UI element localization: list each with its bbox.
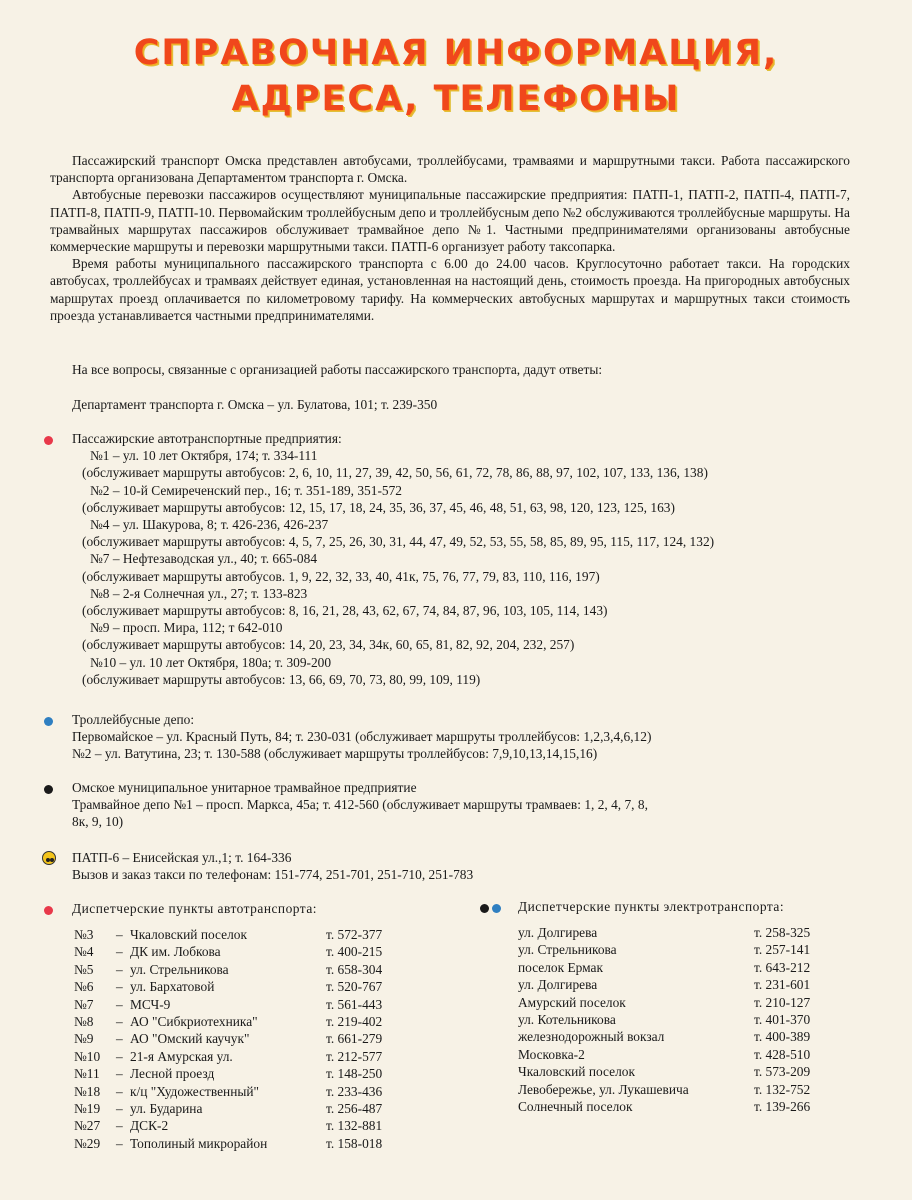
- patp-7-routes: (обслуживает маршруты автобусов. 1, 9, 22, 32, 33, 40, 41к, 75, 76, 77, 79, 83, 110, 116, 197): [82, 568, 600, 584]
- electro-dispatch-row: [518, 1098, 810, 1115]
- dispatch-phone: т. 520-767: [326, 979, 383, 995]
- dispatch-location: ул. Бударина: [130, 1101, 203, 1117]
- auto-dispatch-header: Диспетчерские пункты автотранспорта:: [72, 901, 317, 916]
- auto-dispatch-table: [74, 926, 382, 1152]
- dispatch-dash: –: [116, 979, 123, 995]
- intro-paragraph-3: Время работы муниципального пассажирского транспорта с 6.00 до 24.00 часов. Круглосуточно работает такси. На городских автобусах, троллейбусах и трамваях действует единая, установленная на настоящий день, стоимость проезда. На пригородных автобусных маршрутах проезд оплачивается по километровому тарифу. На коммерческих автобусных маршрутах и маршрутных такси стоимость проезда устанавливается частными предпринимателями.: [50, 256, 850, 323]
- dispatch-dash: –: [116, 1118, 123, 1134]
- dispatch-dash: –: [116, 1066, 123, 1082]
- dispatch-dash: –: [116, 927, 123, 942]
- auto-dispatch-row: [74, 1030, 382, 1047]
- dispatch-phone: т. 561-443: [326, 996, 383, 1012]
- electro-dispatch-row: [518, 1011, 810, 1028]
- electro-dispatch-row: [518, 1081, 810, 1098]
- intro-text: [50, 152, 850, 324]
- tram-depot-line-2: 8к, 9, 10): [72, 814, 124, 830]
- department-line: Департамент транспорта г. Омска – ул. Булатова, 101; т. 239-350: [72, 397, 438, 412]
- dispatch-phone: т. 148-250: [326, 1066, 383, 1082]
- electro-dispatch-row: [518, 941, 810, 958]
- page-title-line-1: СПРАВОЧНАЯ ИНФОРМАЦИЯ,: [133, 33, 779, 73]
- patp-10-address: №10 – ул. 10 лет Октября, 180а; т. 309-200: [90, 654, 332, 670]
- electro-dispatch-row: [518, 959, 810, 976]
- dispatch-location: Лесной проезд: [130, 1066, 215, 1082]
- auto-dispatch-row: [74, 1013, 382, 1030]
- dispatch-location: АО "Омский каучук": [130, 1031, 250, 1047]
- dispatch-dash: –: [116, 996, 123, 1012]
- dispatch-number: №5: [74, 961, 94, 977]
- patp-header: Пассажирские автотранспортные предприятия:: [72, 431, 342, 446]
- dispatch-number: №27: [74, 1118, 101, 1134]
- dispatch-phone: т. 219-402: [326, 1014, 383, 1030]
- electro-dispatch-header: Диспетчерские пункты электротранспорта:: [518, 899, 785, 914]
- tram-depot-line-1: Трамвайное депо №1 – просп. Маркса, 45а; т. 412-560 (обслуживает маршруты трамваев: 1, 2, 4, 7, 8,: [72, 797, 648, 813]
- dispatch-phone: т. 210-127: [754, 994, 811, 1010]
- page-title: [0, 30, 912, 122]
- dispatch-location: Солнечный поселок: [518, 1099, 633, 1115]
- dispatch-location: ДСК-2: [130, 1118, 169, 1134]
- dispatch-phone: т. 400-215: [326, 944, 383, 960]
- patp-8-address: №8 – 2-я Солнечная ул., 27; т. 133-823: [90, 585, 308, 601]
- electro-dispatch-row: [518, 1028, 810, 1045]
- dispatch-number: №18: [74, 1083, 101, 1099]
- patp-9-address: №9 – просп. Мира, 112; т 642-010: [90, 620, 283, 636]
- patp-4-routes: (обслуживает маршруты автобусов: 4, 5, 7, 25, 26, 30, 31, 44, 47, 49, 52, 53, 55, 58, 85, 89, 95, 115, 117, 124, 132): [82, 534, 715, 550]
- electro-dispatch-row: [518, 1046, 810, 1063]
- dispatch-dash: –: [116, 1031, 123, 1047]
- black-bullet-icon: [480, 904, 489, 913]
- dispatch-location: Левобережье, ул. Лукашевича: [518, 1081, 689, 1097]
- auto-dispatch-row: [74, 1065, 382, 1082]
- patp-9-routes: (обслуживает маршруты автобусов: 14, 20, 23, 34, 34к, 60, 65, 81, 82, 92, 204, 232, 257): [82, 637, 575, 653]
- red-bullet-icon: [44, 436, 53, 445]
- dispatch-location: ул. Долгирева: [518, 925, 598, 940]
- dispatch-phone: т. 428-510: [754, 1046, 811, 1062]
- dispatch-number: №19: [74, 1101, 101, 1117]
- dispatch-number: №3: [74, 927, 94, 942]
- dispatch-location: ДК им. Лобкова: [130, 944, 221, 960]
- dispatch-location: Московка-2: [518, 1046, 585, 1062]
- dispatch-location: АО "Сибкриотехника": [130, 1014, 258, 1030]
- dispatch-phone: т. 658-304: [326, 961, 383, 977]
- electro-dispatch-row: [518, 1063, 810, 1080]
- trolley-header: Троллейбусные депо:: [72, 712, 195, 727]
- dispatch-location: Тополиный микрорайон: [130, 1135, 268, 1151]
- dispatch-location: ул. Стрельникова: [518, 942, 617, 958]
- taxi-line-2: Вызов и заказ такси по телефонам: 151-774, 251-701, 251-710, 251-783: [72, 867, 474, 883]
- questions-line: На все вопросы, связанные с организацией работы пассажирского транспорта, дадут ответы:: [72, 362, 603, 377]
- dispatch-phone: т. 158-018: [326, 1135, 383, 1151]
- trolley-depot-2: №2 – ул. Ватутина, 23; т. 130-588 (обслуживает маршруты троллейбусов: 7,9,10,13,14,15,16): [72, 746, 598, 762]
- dispatch-phone: т. 132-881: [326, 1118, 383, 1134]
- dispatch-dash: –: [116, 1083, 123, 1099]
- dispatch-location: Чкаловский поселок: [518, 1064, 635, 1080]
- dispatch-phone: т. 139-266: [754, 1099, 811, 1115]
- dispatch-location: ул. Стрельникова: [130, 961, 229, 977]
- red-bullet-icon: [44, 906, 53, 915]
- dispatch-number: №6: [74, 979, 94, 995]
- dispatch-number: №29: [74, 1135, 101, 1151]
- dispatch-phone: т. 661-279: [326, 1031, 383, 1047]
- blue-bullet-icon: [492, 904, 501, 913]
- electro-dispatch-row: [518, 976, 810, 993]
- dispatch-location: поселок Ермак: [518, 959, 603, 975]
- auto-dispatch-row: [74, 996, 382, 1013]
- patp-10-routes: (обслуживает маршруты автобусов: 13, 66, 69, 70, 73, 80, 99, 109, 119): [82, 671, 481, 687]
- dispatch-location: железнодорожный вокзал: [518, 1029, 665, 1045]
- dispatch-number: №8: [74, 1014, 94, 1030]
- dispatch-location: 21-я Амурская ул.: [130, 1048, 233, 1064]
- intro-paragraph-2: Автобусные перевозки пассажиров осуществляют муниципальные пассажирские предприятия: ПАТП-1, ПАТП-2, ПАТП-4, ПАТП-7, ПАТП-8, ПАТП-9, ПАТП-10. Первомайским троллейбусным депо и троллейбусным депо №2 обслуживаются троллейбусные маршруты. На трамвайных маршрутах пассажиров обслуживает трамвайное депо №1. Частными предпринимателями организованы автобусные коммерческие маршруты и перевозки маршрутными такси. ПАТП-6 организует работу таксопарка.: [50, 187, 850, 255]
- dispatch-phone: т. 132-752: [754, 1081, 811, 1097]
- patp-7-address: №7 – Нефтезаводская ул., 40; т. 665-084: [90, 551, 318, 567]
- auto-dispatch-row: [74, 961, 382, 978]
- dispatch-location: к/ц "Художественный": [130, 1083, 260, 1099]
- blue-bullet-icon: [44, 717, 53, 726]
- patp-2-address: №2 – 10-й Семиреченский пер., 16; т. 351-189, 351-572: [90, 482, 402, 498]
- dispatch-dash: –: [116, 1014, 123, 1030]
- dispatch-number: №4: [74, 944, 94, 960]
- auto-dispatch-row: [74, 978, 382, 995]
- patp-2-routes: (обслуживает маршруты автобусов: 12, 15, 17, 18, 24, 35, 36, 37, 45, 46, 48, 51, 63, 98, 120, 123, 125, 163): [82, 499, 675, 515]
- auto-dispatch-row: [74, 1048, 382, 1065]
- auto-dispatch-row: [74, 926, 382, 943]
- dispatch-location: ул. Бархатовой: [130, 979, 215, 995]
- dispatch-location: ул. Долгирева: [518, 977, 598, 993]
- dispatch-phone: т. 643-212: [754, 959, 811, 975]
- auto-dispatch-row: [74, 1117, 382, 1134]
- electro-dispatch-row: [518, 924, 810, 941]
- dispatch-number: №7: [74, 996, 94, 1012]
- tram-section: [72, 779, 872, 831]
- dispatch-location: Амурский поселок: [518, 994, 626, 1010]
- auto-dispatch-row: [74, 1135, 382, 1152]
- dispatch-dash: –: [116, 1048, 123, 1064]
- dispatch-location: МСЧ-9: [130, 996, 171, 1012]
- dispatch-phone: т. 400-389: [754, 1029, 811, 1045]
- taxi-icon: [42, 851, 56, 865]
- tram-header: Омское муниципальное унитарное трамвайное предприятие: [72, 780, 417, 795]
- patp-4-address: №4 – ул. Шакурова, 8; т. 426-236, 426-237: [90, 517, 329, 533]
- black-bullet-icon: [44, 785, 53, 794]
- page-title-line-2: АДРЕСА, ТЕЛЕФОНЫ: [231, 79, 681, 119]
- dispatch-dash: –: [116, 1135, 123, 1151]
- electro-dispatch-table: [518, 924, 810, 1115]
- intro-paragraph-1: Пассажирский транспорт Омска представлен автобусами, троллейбусами, трамваями и маршрутными такси. Работа пассажирского транспорта организована Департаментом транспорта г. Омска.: [50, 153, 850, 186]
- dispatch-number: №9: [74, 1031, 94, 1047]
- dispatch-dash: –: [116, 961, 123, 977]
- dispatch-phone: т. 231-601: [754, 977, 811, 993]
- dispatch-phone: т. 572-377: [326, 927, 383, 942]
- dispatch-dash: –: [116, 1101, 123, 1117]
- electro-dispatch-row: [518, 994, 810, 1011]
- trolley-depot-1: Первомайское – ул. Красный Путь, 84; т. 230-031 (обслуживает маршруты троллейбусов: 1,2,3,4,6,12): [72, 729, 652, 745]
- dispatch-number: №11: [74, 1066, 100, 1082]
- taxi-line-1: ПАТП-6 – Енисейская ул.,1; т. 164-336: [72, 850, 292, 865]
- dispatch-dash: –: [116, 944, 123, 960]
- dispatch-phone: т. 573-209: [754, 1064, 811, 1080]
- dispatch-phone: т. 212-577: [326, 1048, 383, 1064]
- taxi-section: [72, 849, 872, 883]
- auto-dispatch-row: [74, 1083, 382, 1100]
- dispatch-phone: т. 258-325: [754, 925, 811, 940]
- dispatch-location: Чкаловский поселок: [130, 927, 247, 942]
- dispatch-location: ул. Котельникова: [518, 1012, 616, 1028]
- dispatch-phone: т. 257-141: [754, 942, 811, 958]
- patp-section: [72, 430, 872, 688]
- patp-1-routes: (обслуживает маршруты автобусов: 2, 6, 10, 11, 27, 39, 42, 50, 56, 61, 72, 78, 86, 88, 97, 102, 107, 133, 136, 138): [82, 465, 708, 481]
- dispatch-phone: т. 256-487: [326, 1101, 383, 1117]
- dispatch-phone: т. 401-370: [754, 1012, 811, 1028]
- auto-dispatch-row: [74, 1100, 382, 1117]
- auto-dispatch-row: [74, 943, 382, 960]
- patp-1-address: №1 – ул. 10 лет Октября, 174; т. 334-111: [90, 448, 318, 464]
- dispatch-number: №10: [74, 1048, 101, 1064]
- dispatch-phone: т. 233-436: [326, 1083, 383, 1099]
- trolley-section: [72, 711, 872, 763]
- patp-8-routes: (обслуживает маршруты автобусов: 8, 16, 21, 28, 43, 62, 67, 74, 84, 87, 96, 103, 105, 114, 143): [82, 603, 608, 619]
